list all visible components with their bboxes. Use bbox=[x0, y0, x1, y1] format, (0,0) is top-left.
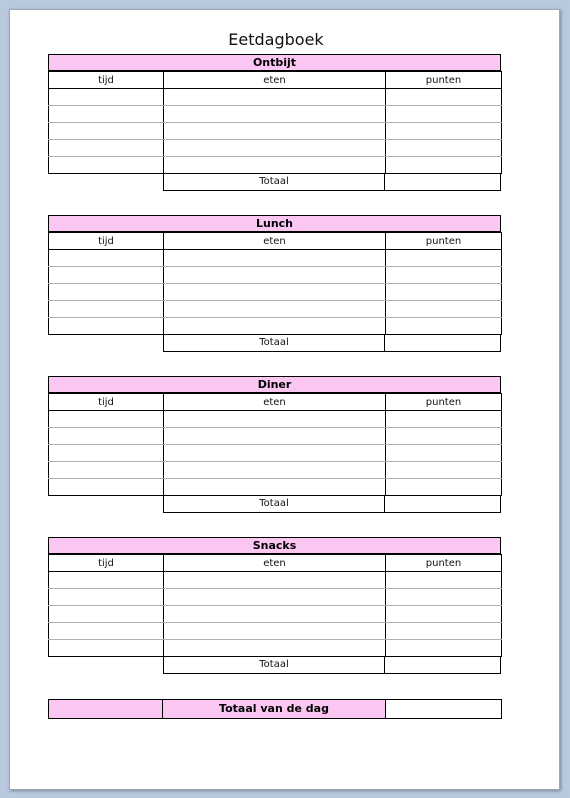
total-value-cell[interactable] bbox=[385, 657, 501, 674]
meal-table bbox=[48, 554, 502, 657]
column-header-time: tijd bbox=[49, 72, 164, 89]
column-header-food: eten bbox=[164, 394, 386, 411]
total-row bbox=[48, 174, 501, 191]
column-header-time: tijd bbox=[49, 233, 164, 250]
table-row bbox=[49, 589, 502, 606]
column-header-points: punten bbox=[386, 555, 502, 572]
table-row bbox=[49, 250, 502, 267]
document-title: Eetdagboek bbox=[228, 30, 324, 49]
section-diner bbox=[48, 376, 501, 513]
meal-table bbox=[48, 393, 502, 496]
section-header: Ontbijt bbox=[48, 54, 501, 71]
column-header-time: tijd bbox=[49, 555, 164, 572]
total-label: Totaal bbox=[163, 174, 385, 191]
section-lunch bbox=[48, 215, 501, 352]
meal-table bbox=[48, 232, 502, 335]
table-row bbox=[49, 479, 502, 496]
day-total-value-cell[interactable] bbox=[386, 699, 502, 719]
table-row bbox=[49, 106, 502, 123]
table-row bbox=[49, 284, 502, 301]
column-header-time: tijd bbox=[49, 394, 164, 411]
table-row bbox=[49, 572, 502, 589]
column-header-points: punten bbox=[386, 72, 502, 89]
total-label: Totaal bbox=[163, 496, 385, 513]
section-ontbijt bbox=[48, 54, 501, 191]
total-row bbox=[48, 496, 501, 513]
total-label: Totaal bbox=[163, 335, 385, 352]
total-label: Totaal bbox=[163, 657, 385, 674]
column-header-points: punten bbox=[386, 233, 502, 250]
table-row bbox=[49, 89, 502, 106]
table-row bbox=[49, 462, 502, 479]
section-header: Diner bbox=[48, 376, 501, 393]
table-row bbox=[49, 411, 502, 428]
table-row bbox=[49, 640, 502, 657]
table-row bbox=[49, 428, 502, 445]
total-row bbox=[48, 657, 501, 674]
day-total-spacer bbox=[48, 699, 163, 719]
table-row bbox=[49, 318, 502, 335]
total-value-cell[interactable] bbox=[385, 174, 501, 191]
table-row bbox=[49, 445, 502, 462]
table-row bbox=[49, 301, 502, 318]
total-row bbox=[48, 335, 501, 352]
total-value-cell[interactable] bbox=[385, 335, 501, 352]
table-row bbox=[49, 140, 502, 157]
table-row bbox=[49, 157, 502, 174]
table-row bbox=[49, 123, 502, 140]
day-total-row bbox=[48, 699, 502, 719]
section-snacks bbox=[48, 537, 501, 674]
day-total-label: Totaal van de dag bbox=[163, 699, 386, 719]
column-header-food: eten bbox=[164, 233, 386, 250]
table-row bbox=[49, 623, 502, 640]
column-header-food: eten bbox=[164, 72, 386, 89]
section-header: Lunch bbox=[48, 215, 501, 232]
table-row bbox=[49, 267, 502, 284]
section-header: Snacks bbox=[48, 537, 501, 554]
table-row bbox=[49, 606, 502, 623]
column-header-food: eten bbox=[164, 555, 386, 572]
column-header-points: punten bbox=[386, 394, 502, 411]
meal-table bbox=[48, 71, 502, 174]
total-value-cell[interactable] bbox=[385, 496, 501, 513]
